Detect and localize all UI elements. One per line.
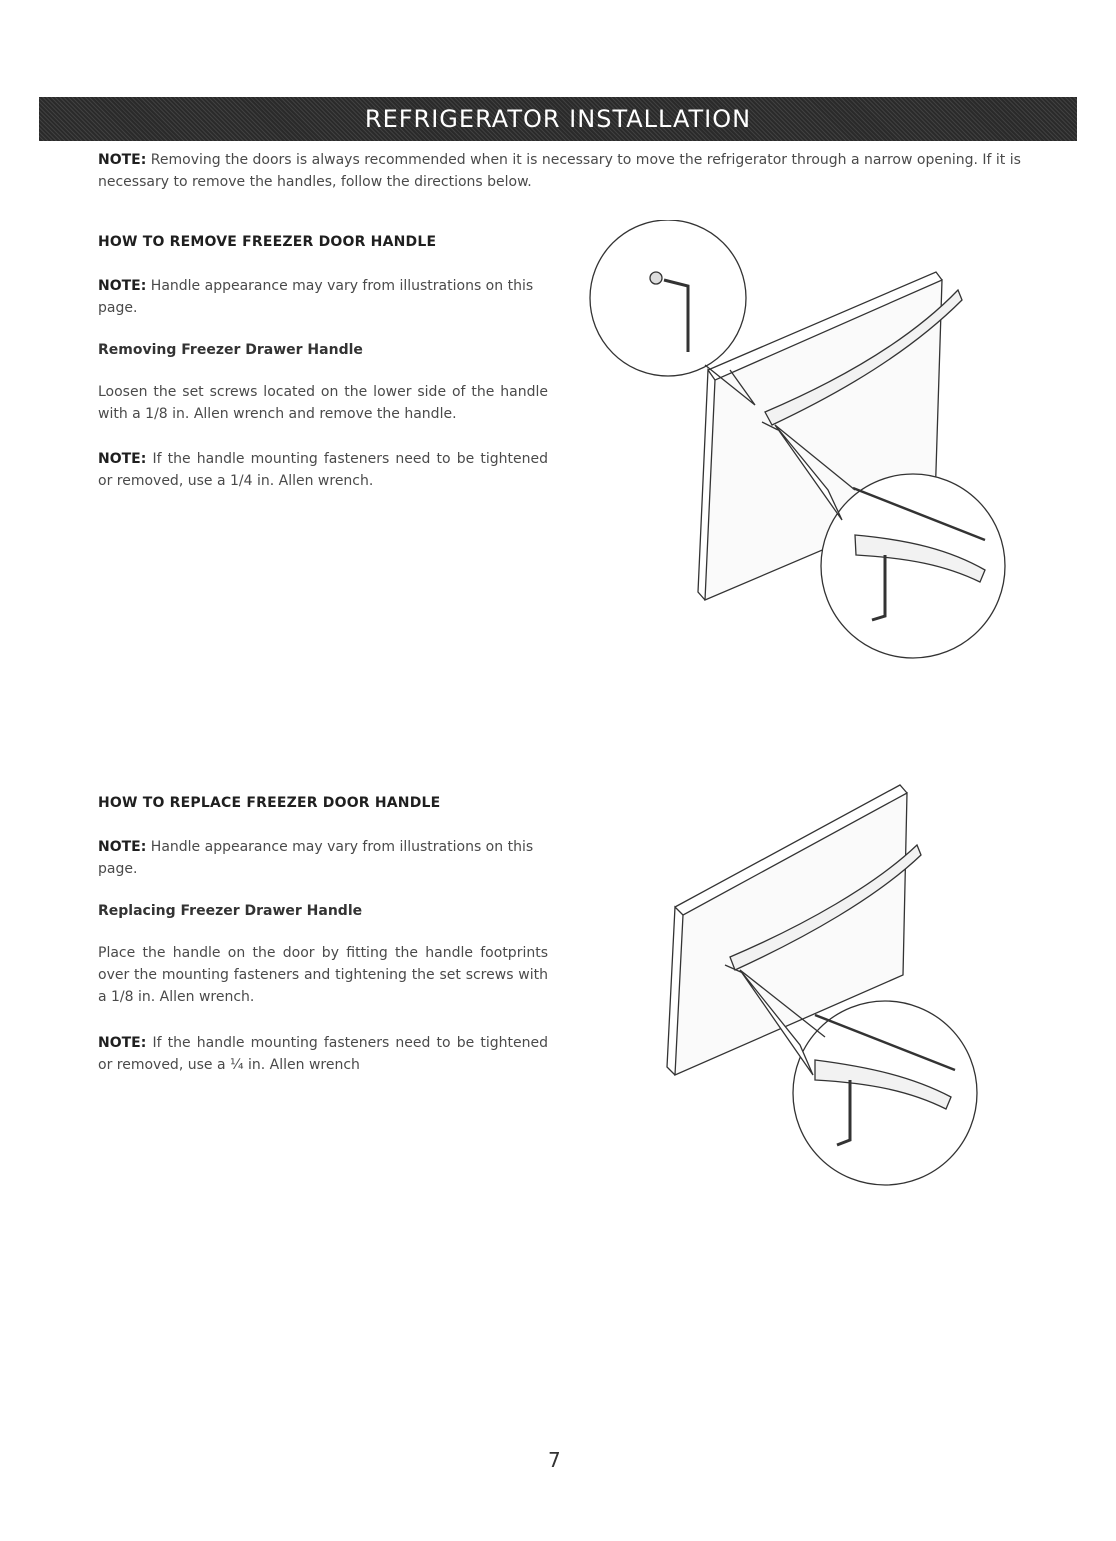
note-label: NOTE: xyxy=(98,152,147,168)
remove-note-appearance xyxy=(98,275,548,319)
replace-instructions: Place the handle on the door by fitting the handle footprints over the mounting fasteners and tightening the set screws with a 1/8 in. Allen wrench. xyxy=(98,945,548,1005)
remove-subheading: Removing Freezer Drawer Handle xyxy=(98,342,363,358)
note-text: Handle appearance may vary from illustrations on this page. xyxy=(98,839,534,877)
remove-handle-illustration xyxy=(580,220,1020,660)
intro-note xyxy=(98,149,1048,193)
note-label: NOTE: xyxy=(98,278,147,294)
set-screw xyxy=(650,272,662,284)
section-title: REFRIGERATOR INSTALLATION xyxy=(364,105,752,133)
replace-subheading: Replacing Freezer Drawer Handle xyxy=(98,903,363,919)
note-label: NOTE: xyxy=(98,839,147,855)
note-text: If the handle mounting fasteners need to be tightened or removed, use a ¼ in. Allen wrench xyxy=(98,1035,548,1073)
page-number: 7 xyxy=(548,1448,561,1472)
replace-handle-illustration xyxy=(655,775,995,1195)
remove-handle-heading: HOW TO REMOVE FREEZER DOOR HANDLE xyxy=(98,234,437,250)
note-label: NOTE: xyxy=(98,451,147,467)
note-text: Removing the doors is always recommended when it is necessary to move the refrigerator through a narrow opening. If it is necessary to remove the handles, follow the directions below. xyxy=(98,152,1021,190)
note-label: NOTE: xyxy=(98,1035,147,1051)
replace-note-appearance xyxy=(98,836,548,880)
note-text: If the handle mounting fasteners need to be tightened or removed, use a 1/4 in. Allen wrench. xyxy=(98,451,548,489)
note-text: Handle appearance may vary from illustrations on this page. xyxy=(98,278,534,316)
replace-handle-heading: HOW TO REPLACE FREEZER DOOR HANDLE xyxy=(98,795,441,811)
detail-circle-top xyxy=(590,220,746,376)
section-banner xyxy=(39,97,1077,141)
detail-circle-bottom xyxy=(793,1001,977,1185)
remove-note-fasteners xyxy=(98,448,548,492)
remove-instructions: Loosen the set screws located on the lower side of the handle with a 1/8 in. Allen wrench and remove the handle. xyxy=(98,384,548,422)
replace-note-fasteners xyxy=(98,1032,548,1076)
